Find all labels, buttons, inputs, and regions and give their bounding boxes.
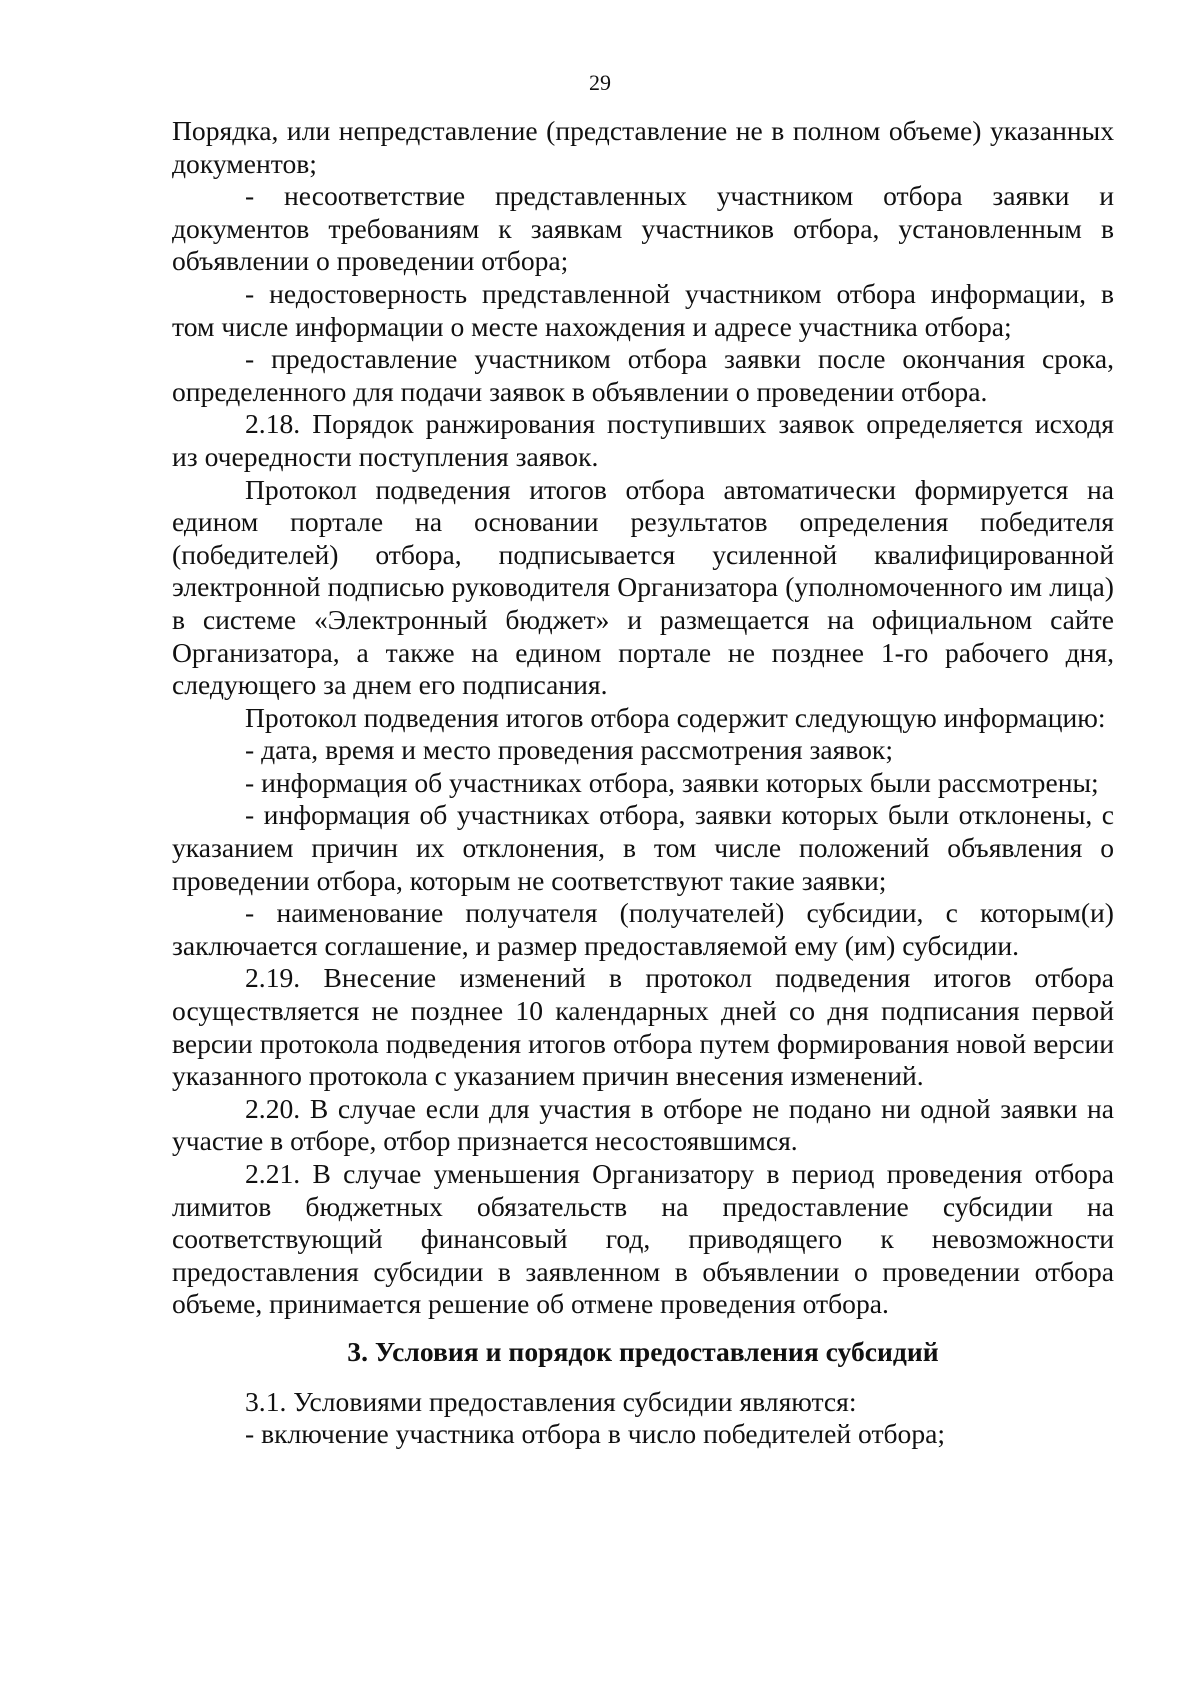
paragraph: - информация об участниках отбора, заявки которых были рассмотрены; — [245, 766, 1099, 798]
paragraph: - предоставление участником отбора заявки после окончания срока, определенного для подачи заявок в объявлении о проведении отбора. — [172, 343, 1114, 407]
paragraph: - включение участника отбора в число победителей отбора; — [245, 1418, 946, 1450]
paragraph: - наименование получателя (получателей) субсидии, с которым(и) заключается соглашение, и размер предоставляемой ему (им) субсидии. — [172, 897, 1114, 961]
page-number: 29 — [589, 70, 611, 95]
paragraph: Протокол подведения итогов отбора содержит следующую информацию: — [245, 701, 1106, 733]
paragraph: Порядка, или непредставление (представление не в полном объеме) указанных документов; — [172, 115, 1114, 179]
paragraph: 2.20. В случае если для участия в отборе не подано ни одной заявки на участие в отборе, отбор признается несостоявшимся. — [172, 1092, 1114, 1157]
section-heading: 3. Условия и порядок предоставления субсидий — [347, 1335, 939, 1367]
document-body — [172, 115, 1114, 1451]
paragraph: - дата, время и место проведения рассмотрения заявок; — [245, 734, 893, 766]
paragraph: - информация об участниках отбора, заявки которых были отклонены, с указанием причин их отклонения, в том числе положений объявления о проведении отбора, которым не соответствуют такие заявки; — [172, 799, 1114, 896]
paragraph: 2.18. Порядок ранжирования поступивших заявок определяется исходя из очередности поступления заявок. — [172, 408, 1114, 472]
paragraph: - недостоверность представленной участником отбора информации, в том числе информации о месте нахождения и адресе участника отбора; — [172, 277, 1114, 342]
paragraph: 2.19. Внесение изменений в протокол подведения итогов отбора осуществляется не позднее 10 календарных дней со дня подписания первой версии протокола подведения итогов отбора путем формирования новой версии указанного протокола с указанием причин внесения изменений. — [172, 962, 1114, 1092]
paragraph: Протокол подведения итогов отбора автоматически формируется на едином портале на основании результатов определения победителя (победителей) отбора, подписывается усиленной квалифицированной электронной подписью руководителя Организатора (уполномоченного им лица) в системе «Электронный бюджет» и размещается на официальном сайте Организатора, а также на едином портале не позднее 1-го рабочего дня, следующего за днем его подписания. — [172, 473, 1114, 701]
paragraph: 3.1. Условиями предоставления субсидии являются: — [245, 1385, 857, 1417]
paragraph: 2.21. В случае уменьшения Организатору в период проведения отбора лимитов бюджетных обязательств на предоставление субсидии на соответствующий финансовый год, приводящего к невозможности предоставления субсидии в заявленном в объявлении о проведении отбора объеме, принимается решение об отмене проведения отбора. — [172, 1158, 1114, 1320]
paragraph: - несоответствие представленных участником отбора заявки и документов требованиям к заявкам участников отбора, установленным в объявлении о проведении отбора; — [172, 180, 1114, 277]
